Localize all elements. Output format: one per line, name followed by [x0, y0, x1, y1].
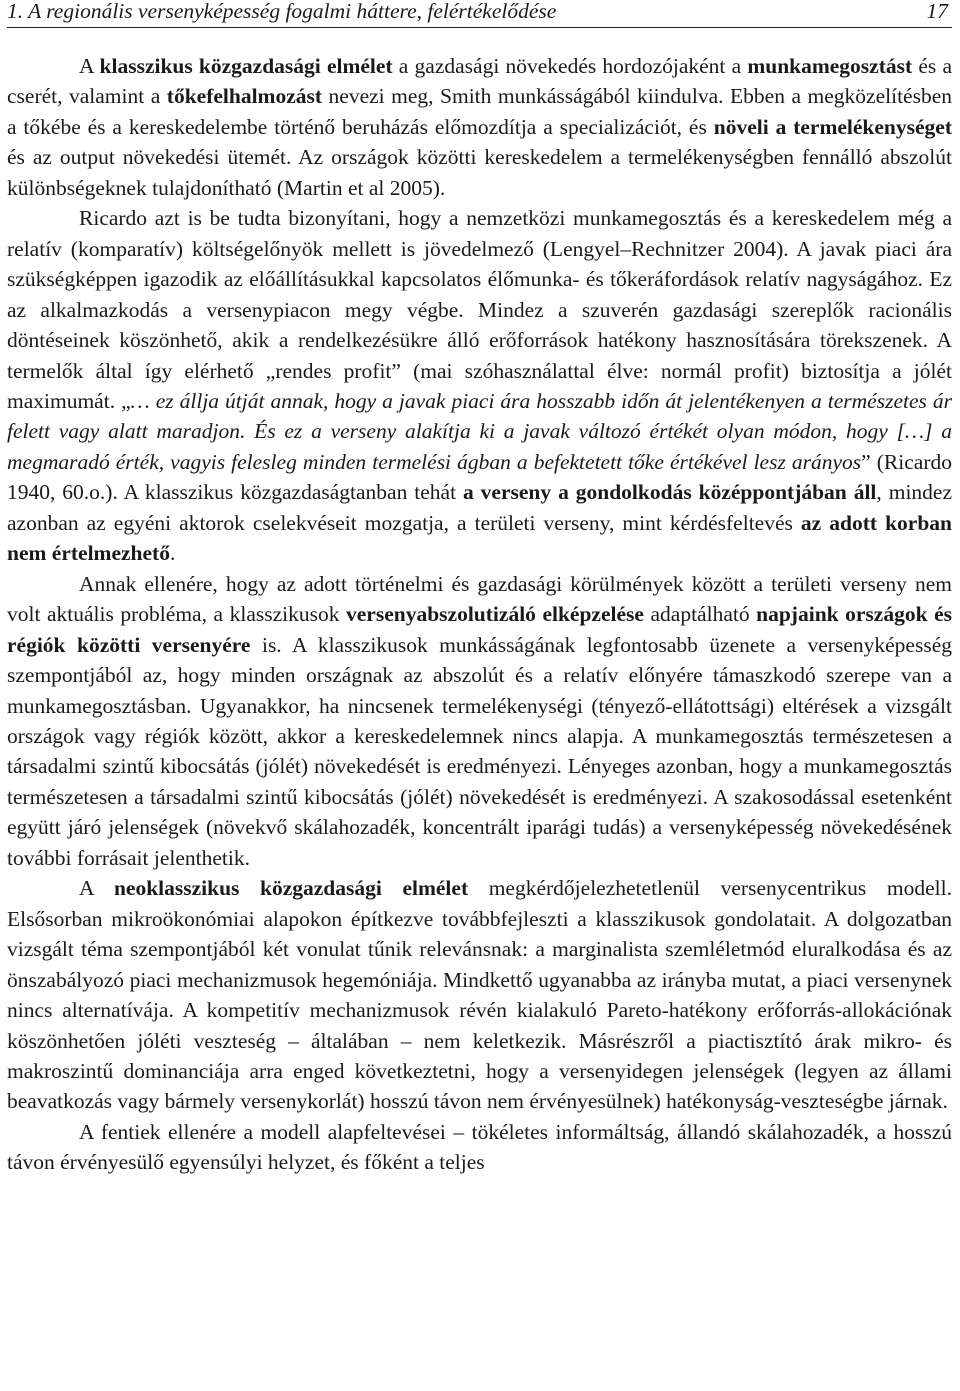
- text-run: A fentiek ellenére a modell alapfeltevései – tökéletes informáltság, állandó skálahozadék, a hosszú távon érvényesülő egyensúlyi helyzet, és főként a teljes: [7, 1119, 952, 1175]
- text-run: ” (Ricardo 1940, 60.o.). A klasszikus közgazdaságtanban tehát: [7, 449, 952, 505]
- page-number: 17: [926, 0, 948, 23]
- paragraph: [7, 1117, 952, 1178]
- text-run: , mindez azonban az egyéni aktorok cselekvéseit mozgatja, a területi verseny, mint kérdésfeltevés: [7, 480, 952, 535]
- running-header: [7, 0, 952, 28]
- text-run: adaptálható: [643, 602, 757, 627]
- bold-text: növeli a termelékenységet: [713, 114, 952, 139]
- bold-text: a verseny a gondolkodás középpontjában áll: [463, 480, 877, 505]
- paragraph: [7, 203, 952, 568]
- text-run: a gazdasági növekedés hordozójaként a: [392, 54, 748, 78]
- paragraph: [7, 51, 952, 203]
- bold-text: az adott korban nem értelmezhető: [7, 510, 952, 566]
- bold-text: neoklasszikus közgazdasági elmélet: [113, 876, 469, 901]
- text-run: megkérdőjelezhetetlenül versenycentrikus modell. Elsősorban mikroökonómiai alapokon építkezve továbbfejleszti a klasszikusok gondolatait. A dolgozatban vizsgált téma szempontjából két vonulat tűnik relevánsnak: a marginalista szemléletmód eluralkodása és az önszabályozó piaci mechanizmusok hegemóniája. Mindkettő ugyanabba az irányba mutat, a piaci versenynek nincs alternatívája. A kompetitív mechanizmusok révén kialakuló Pareto-hatékony erőforrás-allokációnak köszönhetően jóléti veszteség – általában – nem keletkezik. Másrészről a piactisztító árak mikro- és makroszintű dominanciája arra enged következtetni, hogy a versenyidegen jelenségek (legyen az állami beavatkozás vagy bármely versenykorlát) hosszú távon nem érvényesülnek) hatékonyság-veszteségbe járnak.: [7, 876, 952, 1114]
- italic-quote: … ez állja útját annak, hogy a javak piaci ára hosszabb időn át jelentékenyen a természetes ár felett vagy alatt maradjon. És ez a verseny alakítja ki a javak változó értékét olyan módon, hogy […] a megmaradó érték, vagyis felesleg minden termelési ágban a befektetett tőke értékével lesz arányos: [7, 388, 952, 474]
- text-run: is. A klasszikusok munkásságának legfontosabb üzenete a versenyképesség szempontjából az, hogy minden országnak az abszolút és a relatív előnyére támaszkodó szerepe van a munkamegosztásban. Ugyanakkor, ha nincsenek termelékenységi (tényező-ellátottsági) eltérések a vizsgált országok vagy régiók között, akkor a kereskedelemnek nincs alapja. A munkamegosztás természetesen a társadalmi szintű kibocsátás (jólét) növekedését is eredményezi. Lényeges azonban, hogy a munkamegosztás természetesen a társadalmi szintű kibocsátás (jólét) növekedését is eredményezi. A szakosodással esetenként együtt járó jelenségek (növekvő skálahozadék, koncentrált iparági tudás) a versenyképesség növekedésének további forrásait jelenthetik.: [7, 632, 952, 870]
- body-text: [7, 51, 952, 1178]
- text-run: és az output növekedési ütemét. Az országok közötti kereskedelem a termelékenységben fennálló abszolút különbségeknek tulajdonítható (Martin et al 2005).: [7, 145, 952, 200]
- bold-text: munkamegosztást: [747, 54, 913, 78]
- text-run: nevezi meg, Smith munkásságából kiindulva. Ebben a megközelítésben a tőkébe és a kereskedelembe történő beruházás előmozdítja a specializációt, és: [7, 84, 952, 139]
- text-run: .: [169, 541, 176, 566]
- bold-text: klasszikus közgazdasági elmélet: [99, 54, 393, 78]
- text-run: Annak ellenére, hogy az adott történelmi és gazdasági körülmények között a területi verseny nem volt aktuális probléma, a klasszikusok: [7, 571, 952, 627]
- text-run: A: [79, 876, 114, 901]
- chapter-title: 1. A regionális versenyképesség fogalmi háttere, felértékelődése: [7, 0, 557, 23]
- bold-text: napjaink országok és régiók közötti versenyére: [7, 602, 953, 657]
- text-run: Ricardo azt is be tudta bizonyítani, hogy a nemzetközi munkamegosztás és a kereskedelem még a relatív (komparatív) költségelőnyök mellett is jövedelmező (Lengyel–Rechnitzer 2004). A javak piaci ára szükségképpen igazodik az előállításukkal kapcsolatos élőmunka- és tőkeráfordások relatív nagyságához. Ez az alkalmazkodás a versenypiacon megy végbe. Mindez a szuverén gazdasági szereplők racionális döntéseinek köszönhető, akik a rendelkezésükre álló erőforrások hatékony hasznosítására törekszenek. A termelők által így elérhető „rendes profit” (mai szóhasználattal élve: normál profit) biztosítja a jólét maximumát. „: [7, 206, 952, 413]
- text-run: és a cserét, valamint a: [7, 54, 953, 109]
- paragraph: [7, 569, 952, 874]
- bold-text: versenyabszolutizáló elképzelése: [346, 602, 644, 627]
- text-run: A: [79, 54, 100, 78]
- bold-text: tőkefelhalmozást: [166, 84, 323, 109]
- paragraph: [7, 873, 952, 1117]
